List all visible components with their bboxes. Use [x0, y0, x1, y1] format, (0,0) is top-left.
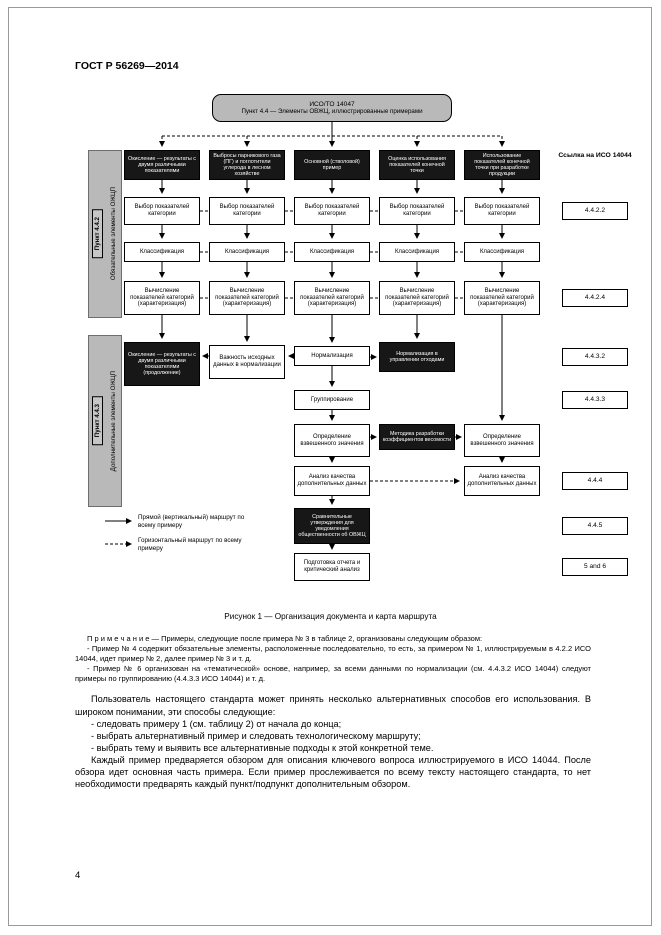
figure-caption: Рисунок 1 — Организация документа и карта маршрута [224, 612, 437, 621]
ref-box-4-4-2-4: 4.4.2.4 [562, 289, 628, 307]
box-classification-col3: Классификация [294, 242, 370, 262]
root-clause-text: Пункт 4.4 — Элементы ОВЖЦ, иллюстрированные примерами [241, 108, 423, 116]
box-characterization-col2: Вычисление показателей категорий (характеризация) [209, 281, 285, 315]
note-block [75, 634, 591, 683]
box-comparative-assertions: Сравнительные утверждения для уведомления общественности об ОВЖЦ [294, 508, 370, 544]
paragraph-overview-note: Каждый пример предваряется обзором для описания ключевого вопроса иллюстрируемого в ИСО 14044. После обзора идет основная часть примера. Если пример прослеживается по всему тексту настоящего стандарта, то нет необходимости предварять каждый пункт/подпункт дополнительным обзором. [75, 755, 591, 790]
box-quality-analysis-right: Анализ качества дополнительных данных [464, 466, 540, 496]
clause-4-4-2-label: Пункт 4.4.2 [92, 209, 103, 258]
optional-label-wrap [105, 336, 121, 506]
box-weighting-left: Определение взвешенного значения [294, 424, 370, 457]
box-characterization-col4: Вычисление показателей категорий (характеризация) [379, 281, 455, 315]
box-category-selection-col4: Выбор показателей категории [379, 197, 455, 225]
sidebar-section-mandatory [88, 150, 122, 318]
body-text [75, 634, 591, 791]
flowchart-root-node [212, 94, 452, 122]
box-normalization: Нормализация [294, 346, 370, 366]
box-normalization-waste: Нормализация в управлении отходами [379, 342, 455, 372]
column-header-endpoint-evaluation: Оценка использования показателей конечной точки [379, 150, 455, 180]
page-number: 4 [75, 870, 81, 881]
box-classification-col4: Классификация [379, 242, 455, 262]
box-grouping: Группирование [294, 390, 370, 410]
box-weighting-method: Методика разработки коэффициентов весомости [379, 424, 455, 450]
legend-solid-route: Прямой (вертикальный) маршрут по всему примеру [138, 514, 245, 529]
ref-box-4-4-3-3: 4.4.3.3 [562, 391, 628, 409]
column-header-acidification: Окисление — результаты с двумя различными показателями [124, 150, 200, 180]
paragraph-option-2: - выбрать альтернативный пример и следовать технологическому маршруту; [91, 730, 421, 741]
clause-4-4-3-label: Пункт 4.4.3 [92, 396, 103, 445]
box-characterization-col1: Вычисление показателей категорий (характеризация) [124, 281, 200, 315]
box-classification-col5: Классификация [464, 242, 540, 262]
box-acidification-continued: Окисление — результаты с двумя различными показателями (продолжение) [124, 342, 200, 386]
ref-box-4-4-2-2: 4.4.2.2 [562, 202, 628, 220]
sidebar-section-optional [88, 335, 122, 507]
ref-column-header: Ссылка на ИСО 14044 [558, 152, 632, 159]
mandatory-label-wrap [105, 151, 121, 317]
box-category-selection-col3: Выбор показателей категории [294, 197, 370, 225]
note-paragraph-2: - Пример № 4 содержит обязательные элементы, расположенные последовательно, то есть, за примером № 1, иллюстрируемым в 4.2.2 ИСО 14044, идет пример № 2, далее пример № 3 и т. д. [75, 643, 591, 663]
box-characterization-col3: Вычисление показателей категорий (характеризация) [294, 281, 370, 315]
clause-box-4-4-3 [89, 336, 105, 506]
doc-header: ГОСТ Р 56269—2014 [75, 60, 179, 72]
box-data-importance: Важность исходных данных в нормализации [209, 345, 285, 379]
box-category-selection-col5: Выбор показателей категории [464, 197, 540, 225]
box-category-selection-col1: Выбор показателей категории [124, 197, 200, 225]
box-classification-col2: Классификация [209, 242, 285, 262]
box-weighting-right: Определение взвешенного значения [464, 424, 540, 457]
note-paragraph-1: П р и м е ч а н и е — Примеры, следующие после примера № 3 в таблице 2, организованы следующим образом: [87, 634, 483, 643]
paragraph-option-3: - выбрать тему и выявить все альтернативные подходы к этой конкретной теме. [91, 743, 434, 754]
paragraph-option-1: - следовать примеру 1 (см. таблицу 2) от начала до конца; [91, 718, 342, 729]
column-header-product-development: Использование показателей конечной точки при разработке продукции [464, 150, 540, 180]
box-characterization-col5: Вычисление показателей категорий (характеризация) [464, 281, 540, 315]
box-classification-col1: Классификация [124, 242, 200, 262]
ref-box-4-4-5: 4.4.5 [562, 517, 628, 535]
box-report-critical-review: Подготовка отчета и критический анализ [294, 553, 370, 581]
box-quality-analysis-left: Анализ качества дополнительных данных [294, 466, 370, 496]
ref-box-4-4-4: 4.4.4 [562, 472, 628, 490]
ref-box-5-and-6: 5 and 6 [562, 558, 628, 576]
box-category-selection-col2: Выбор показателей категории [209, 197, 285, 225]
column-header-backbone-example: Основной (стволовой) пример [294, 150, 370, 180]
root-standard-name: ИСО/ТО 14047 [309, 100, 355, 108]
ref-box-4-4-3-2: 4.4.3.2 [562, 348, 628, 366]
paragraph-usage-intro: Пользователь настоящего стандарта может принять несколько альтернативных способов его использования. В широком понимании, эти способы следующие: [75, 694, 591, 717]
column-header-ghg-forestry: Выбросы парникового газа (ПГ) и поглотители углерода в лесном хозяйстве [209, 150, 285, 180]
optional-elements-label: Дополнительные элементы ОЖЦП [109, 370, 117, 472]
legend-dashed-route: Горизонтальный маршрут по всему примеру [138, 537, 242, 552]
note-paragraph-3: - Пример № 6 организован на «тематической» основе, например, за всеми данными по нормализации (см. 4.4.3.2 ИСО 14044) следуют примеры по группированию (4.4.3.3 ИСО 14044) и т. д. [75, 663, 591, 683]
mandatory-elements-label: Обязательные элементы ОЖЦП [109, 187, 117, 281]
clause-box-4-4-2 [89, 151, 105, 317]
